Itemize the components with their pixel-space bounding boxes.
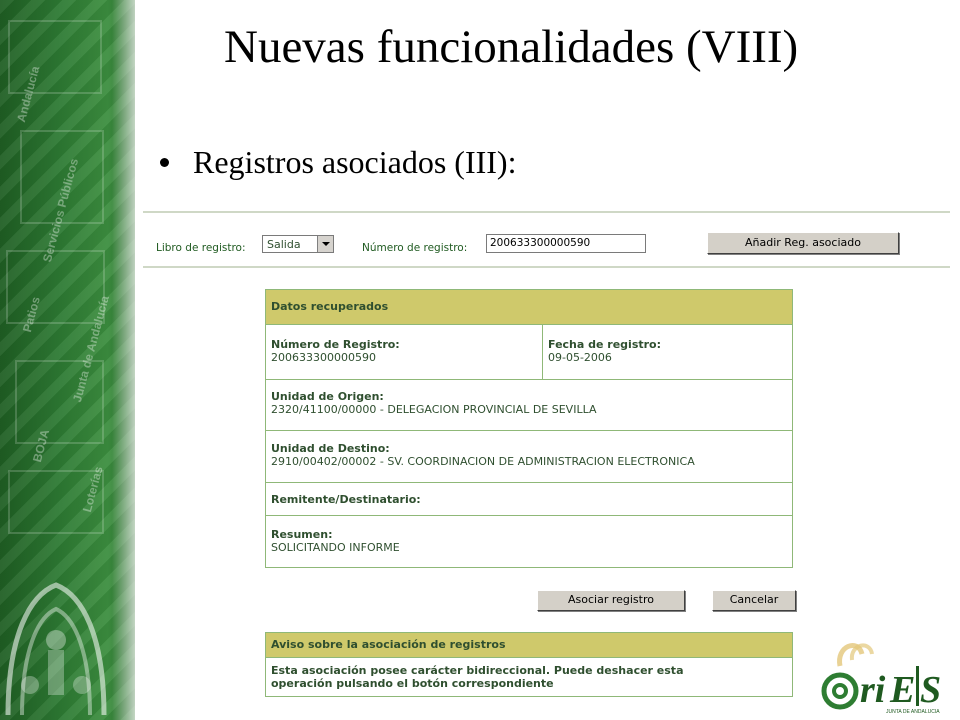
aviso-cell xyxy=(266,658,792,696)
resumen-label: Resumen: xyxy=(271,528,333,541)
fecha-cell xyxy=(543,325,792,379)
numero-fecha-row xyxy=(266,324,792,379)
resumen-row xyxy=(266,515,792,567)
aviso-line-2: operación pulsando el botón correspondiente xyxy=(271,677,554,690)
unidad-destino-label: Unidad de Destino: xyxy=(271,442,390,455)
aviso-panel xyxy=(265,632,793,697)
svg-text:JUNTA DE ANDALUCIA: JUNTA DE ANDALUCIA xyxy=(886,709,940,715)
resumen-value: SOLICITANDO INFORME xyxy=(271,541,400,554)
asociar-registro-button[interactable]: Asociar registro xyxy=(537,590,685,611)
fecha-registro-value: 09-05-2006 xyxy=(548,351,612,364)
destino-cell xyxy=(266,431,792,482)
numero-registro-value: 200633300000590 xyxy=(271,351,376,364)
unidad-origen-value: 2320/41100/00000 - DELEGACION PROVINCIAL DE SEVILLA xyxy=(271,403,597,416)
cancel-button[interactable]: Cancelar xyxy=(712,590,796,611)
libro-select[interactable] xyxy=(262,235,334,253)
slide-title: Nuevas funcionalidades (VIII) xyxy=(224,21,799,73)
svg-text:ri: ri xyxy=(860,669,886,711)
origen-row xyxy=(266,379,792,430)
aviso-line-1: Esta asociación posee carácter bidireccional. Puede deshacer esta xyxy=(271,664,684,677)
datos-panel xyxy=(265,289,793,568)
svg-text:E: E xyxy=(890,669,916,711)
numero-registro-label: Número de Registro: xyxy=(271,338,400,351)
resumen-cell xyxy=(266,516,792,567)
unidad-destino-value: 2910/00402/00002 - SV. COORDINACION DE ADMINISTRACION ELECTRONICA xyxy=(271,455,695,468)
libro-select-value: Salida xyxy=(267,238,301,251)
mid-divider xyxy=(143,266,950,268)
band-label: Junta de Andalucía xyxy=(70,294,112,404)
band-label: Loterías xyxy=(80,464,106,514)
numero-label: Número de registro: xyxy=(362,242,468,254)
fecha-registro-label: Fecha de registro: xyxy=(548,338,662,351)
top-divider xyxy=(143,211,950,213)
numero-input[interactable]: 200633300000590 xyxy=(486,234,646,253)
origen-cell xyxy=(266,380,792,430)
aviso-body xyxy=(266,657,792,696)
remitente-cell xyxy=(266,483,792,515)
libro-label: Libro de registro: xyxy=(156,242,246,254)
numero-cell xyxy=(266,325,543,379)
band-label: Servicios Públicos xyxy=(40,156,82,264)
bullet-text: Registros asociados (III): xyxy=(193,144,517,180)
destino-row xyxy=(266,430,792,482)
add-associated-button[interactable]: Añadir Reg. asociado xyxy=(707,232,899,254)
band-label: Patios xyxy=(20,295,43,334)
band-label: Andalucía xyxy=(14,64,43,124)
band-label: BOJA xyxy=(30,427,53,464)
datos-panel-header: Datos recuperados xyxy=(266,290,792,324)
remitente-row xyxy=(266,482,792,515)
remitente-label: Remitente/Destinatario: xyxy=(271,493,421,506)
svg-text:S: S xyxy=(920,669,942,711)
aviso-panel-header: Aviso sobre la asociación de registros xyxy=(266,633,792,657)
aries-logo-icon xyxy=(818,636,953,716)
chevron-down-icon[interactable] xyxy=(317,236,333,252)
unidad-origen-label: Unidad de Origen: xyxy=(271,390,384,403)
